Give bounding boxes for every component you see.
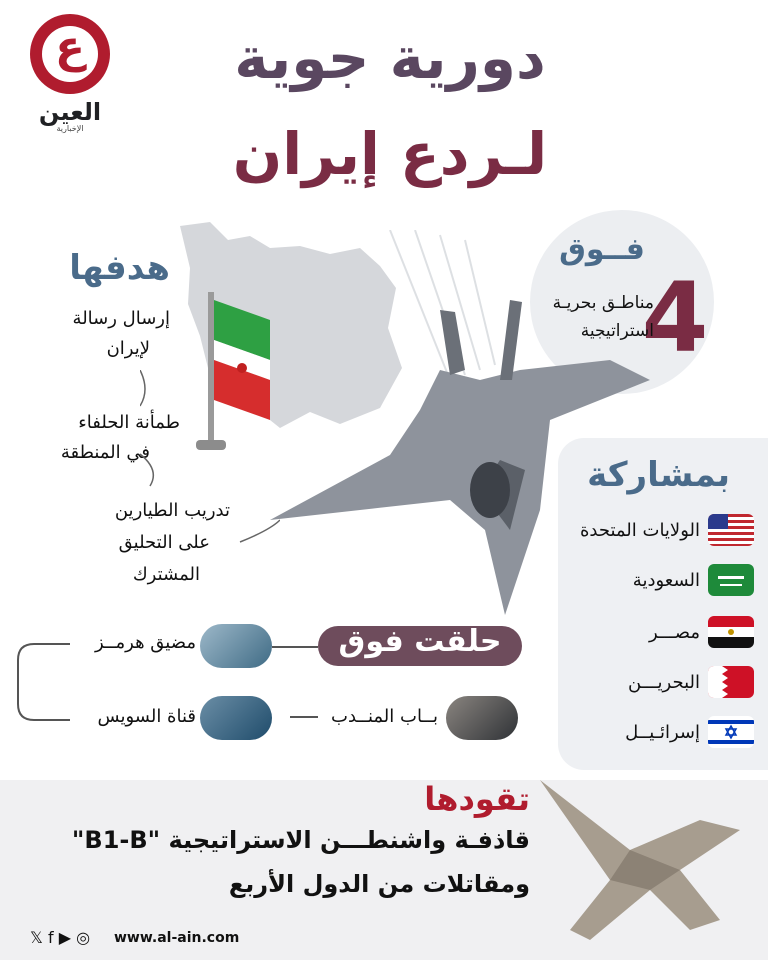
place-hormuz: مضيق هرمــز: [95, 632, 196, 653]
goal-3-line-2: على التحليق: [118, 532, 210, 553]
israel-flag-icon: [708, 716, 754, 748]
country-bahrain: البحريـــن: [628, 672, 700, 693]
b1b-bomber-image: [530, 770, 760, 950]
place-suez: قناة السويس: [97, 706, 196, 727]
goal-3-line-1: تدريب الطيارين: [114, 500, 230, 521]
led-by-heading: تقودها: [424, 780, 530, 818]
social-icons: 𝕏 f ▶ ◎: [30, 928, 91, 947]
bab-el-mandeb-image: [446, 696, 518, 740]
goal-3-line-3: المشترك: [132, 564, 200, 585]
logo-glyph: ع: [54, 22, 86, 73]
connector-line: [272, 646, 318, 648]
over-word: فــوق: [559, 232, 645, 267]
title-line-1: دورية جوية: [234, 24, 546, 92]
goal-1-line-2: لإيران: [106, 338, 150, 359]
goal-2-line-2: في المنطقة: [60, 442, 150, 463]
over-line-1: مناطـق بحريـة: [552, 293, 654, 313]
logo-subtitle: الإخبارية: [56, 124, 84, 133]
place-bab-el-mandeb: بــاب المنــدب: [331, 706, 438, 727]
over-number: 4: [641, 262, 709, 374]
led-by-line-1: قاذفـة واشنطـــن الاستراتيجية "B1-B": [71, 826, 530, 854]
country-israel: إسرائـيــل: [625, 722, 700, 743]
country-saudi: السعودية: [632, 570, 700, 591]
goals-heading: هدفها: [69, 248, 170, 288]
logo-name: العين: [38, 98, 102, 126]
country-egypt: مصـــر: [648, 622, 700, 643]
usa-flag-icon: [708, 514, 754, 546]
country-usa: الولايات المتحدة: [579, 520, 700, 541]
led-by-line-2: ومقاتلات من الدول الأربع: [228, 870, 530, 898]
over-line-2: استراتيجية: [580, 321, 654, 341]
goal-2-line-1: طمأنة الحلفاء: [78, 412, 180, 433]
bracket-connector: [14, 642, 74, 722]
goal-1-line-1: إرسال رسالة: [72, 308, 170, 329]
suez-image: [200, 696, 272, 740]
bahrain-flag-icon: [708, 666, 754, 698]
saudi-flag-icon: [708, 564, 754, 596]
website-url: www.al-ain.com: [114, 930, 240, 946]
hormuz-image: [200, 624, 272, 668]
title-line-2: لـردع إيران: [232, 120, 548, 188]
flew-over-label: حلقت فوق: [338, 624, 502, 659]
connector-line: [290, 716, 318, 718]
participants-heading: بمشاركة: [587, 455, 730, 495]
egypt-flag-icon: [708, 616, 754, 648]
